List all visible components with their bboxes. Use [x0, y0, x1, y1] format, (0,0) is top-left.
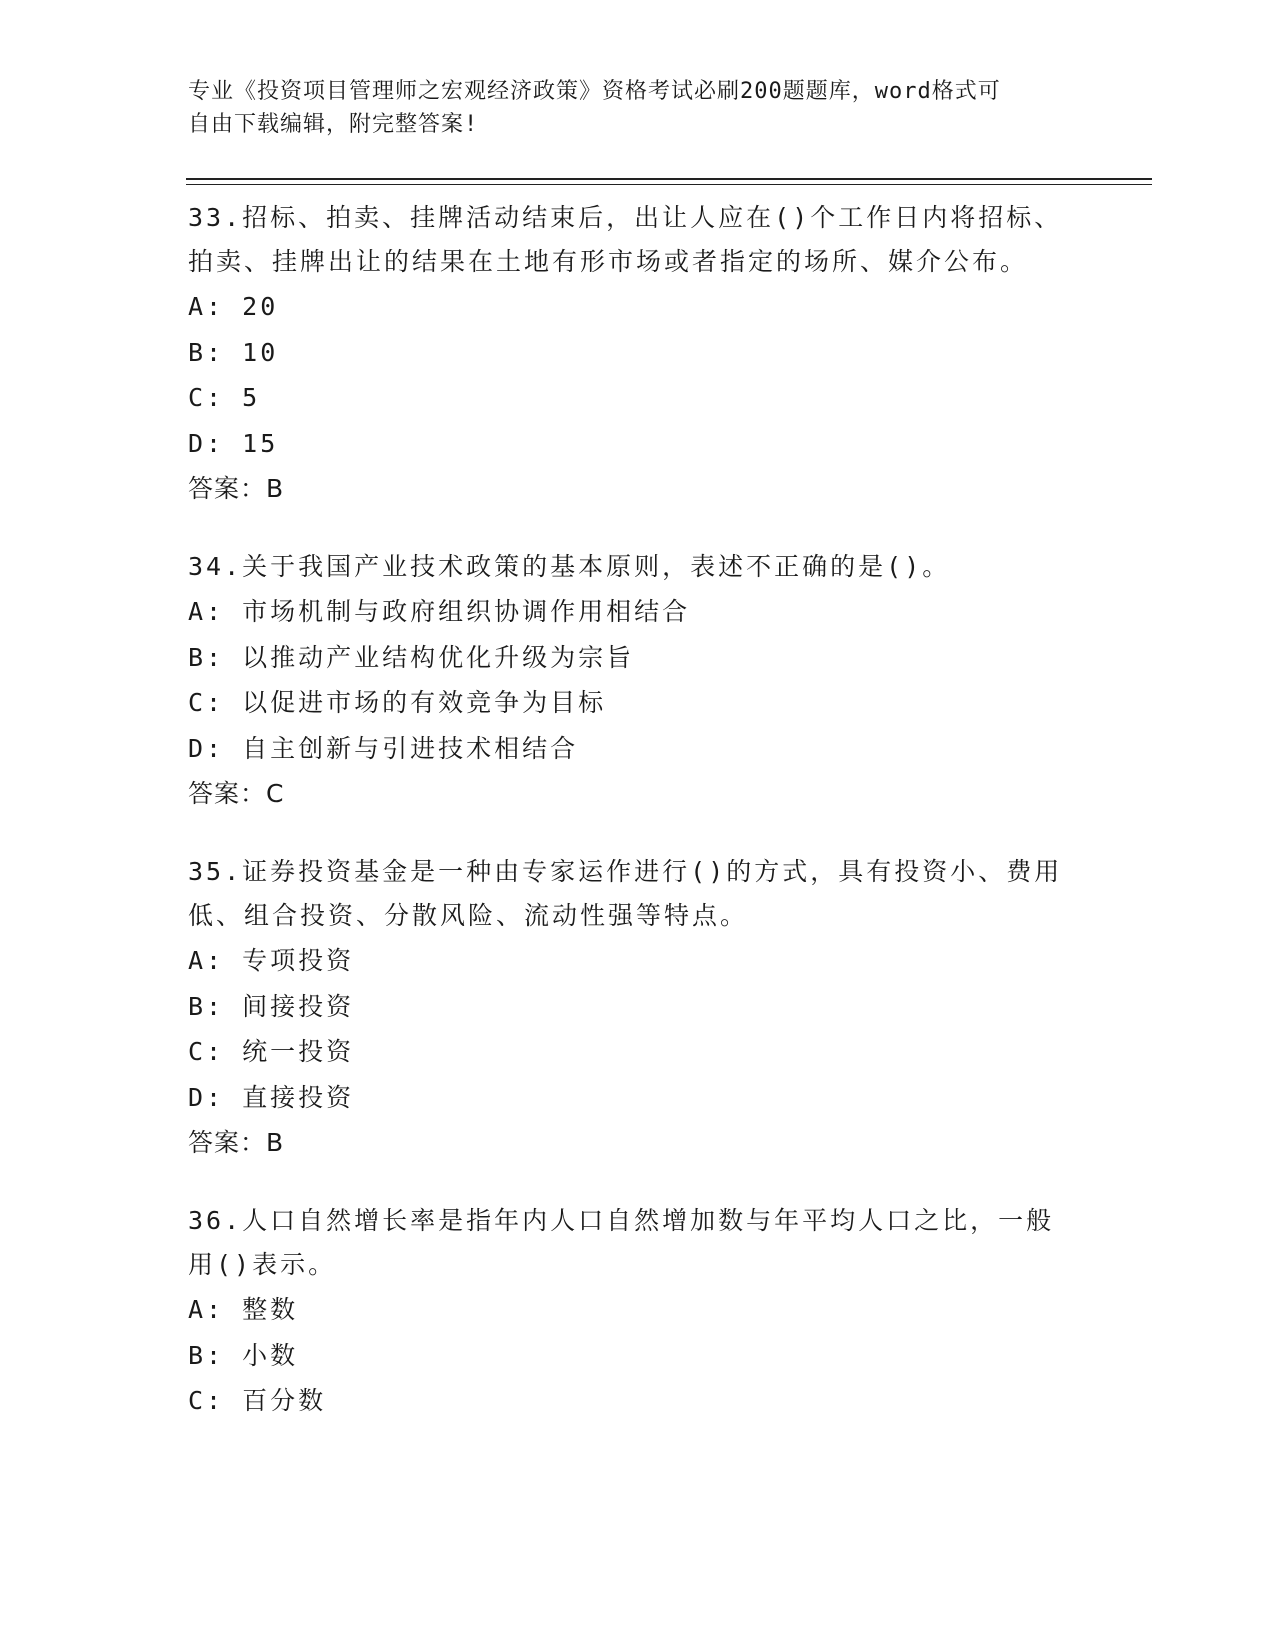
option-a: A: 市场机制与政府组织协调作用相结合 [188, 597, 691, 626]
option-c: C: 以促进市场的有效竞争为目标 [188, 688, 607, 717]
question-stem-line: 36.人口自然增长率是指年内人口自然增加数与年平均人口之比，一般 [188, 1206, 1055, 1235]
option-d: D: 直接投资 [188, 1082, 355, 1112]
answer-line: 答案：B [188, 474, 285, 503]
option-c: C: 百分数 [188, 1386, 327, 1415]
option-d: D: 自主创新与引进技术相结合 [188, 733, 579, 763]
question-stem-line: 34.关于我国产业技术政策的基本原则，表述不正确的是()。 [188, 552, 951, 581]
header-line-1: 专业《投资项目管理师之宏观经济政策》资格考试必刷200题题库，word格式可 [188, 79, 1001, 104]
question-stem-line: 35.证券投资基金是一种由专家运作进行()的方式，具有投资小、费用 [188, 857, 1063, 886]
document-header [188, 75, 1068, 141]
question-34 [188, 545, 1088, 816]
option-b: B: 小数 [188, 1340, 299, 1370]
option-c: C: 5 [188, 383, 261, 412]
question-stem-line: 拍卖、挂牌出让的结果在土地有形市场或者指定的场所、媒介公布。 [188, 247, 1029, 276]
question-stem-line: 低、组合投资、分散风险、流动性强等特点。 [188, 901, 749, 930]
header-divider-thick [186, 178, 1152, 180]
header-line-2: 自由下载编辑，附完整答案! [188, 112, 479, 137]
option-c: C: 统一投资 [188, 1037, 355, 1066]
header-divider-thin [186, 184, 1152, 185]
answer-line: 答案：B [188, 1128, 285, 1157]
option-b: B: 以推动产业结构优化升级为宗旨 [188, 642, 635, 672]
option-b: B: 间接投资 [188, 991, 355, 1021]
option-a: A: 整数 [188, 1295, 299, 1324]
option-a: A: 20 [188, 292, 279, 321]
question-36 [188, 1199, 1088, 1424]
question-list [188, 196, 1088, 1458]
question-35 [188, 850, 1088, 1165]
option-d: D: 15 [188, 428, 279, 458]
answer-line: 答案：C [188, 779, 285, 808]
question-33 [188, 196, 1088, 511]
option-b: B: 10 [188, 337, 279, 367]
question-stem-line: 33.招标、拍卖、挂牌活动结束后，出让人应在()个工作日内将招标、 [188, 203, 1063, 232]
option-a: A: 专项投资 [188, 946, 355, 975]
question-stem-line: 用()表示。 [188, 1250, 337, 1279]
